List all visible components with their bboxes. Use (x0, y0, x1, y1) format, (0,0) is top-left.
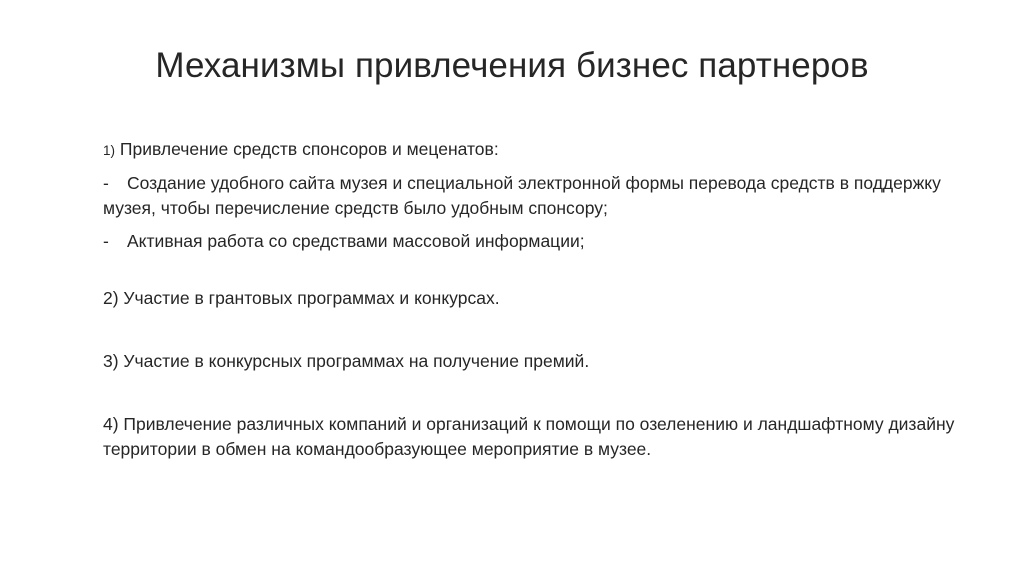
bullet-dash: - (103, 231, 109, 251)
item-3: 3) Участие в конкурсных программах на получение премий. (103, 351, 590, 371)
bullet-2-text: Активная работа со средствами массовой информации; (127, 231, 585, 251)
item-1-text: Привлечение средств спонсоров и меценатов: (119, 139, 499, 159)
bullet-1 (103, 171, 963, 221)
item-1 (103, 137, 963, 163)
item-2: 2) Участие в грантовых программах и конкурсах. (103, 288, 500, 308)
slide-title: Механизмы привлечения бизнес партнеров (155, 46, 869, 85)
item-1-number: 1) (103, 143, 116, 158)
bullet-dash: - (103, 173, 109, 193)
slide-content (103, 137, 963, 462)
bullet-2 (103, 229, 963, 254)
bullet-1-text: Создание удобного сайта музея и специальной электронной формы перевода средств в поддержку музея, чтобы перечисление средств было удобным спонсору; (103, 173, 941, 218)
item-4: 4) Привлечение различных компаний и организаций к помощи по озеленению и ландшафтному дизайну территории в обмен на командообразующее мероприятие в музее. (103, 414, 955, 459)
